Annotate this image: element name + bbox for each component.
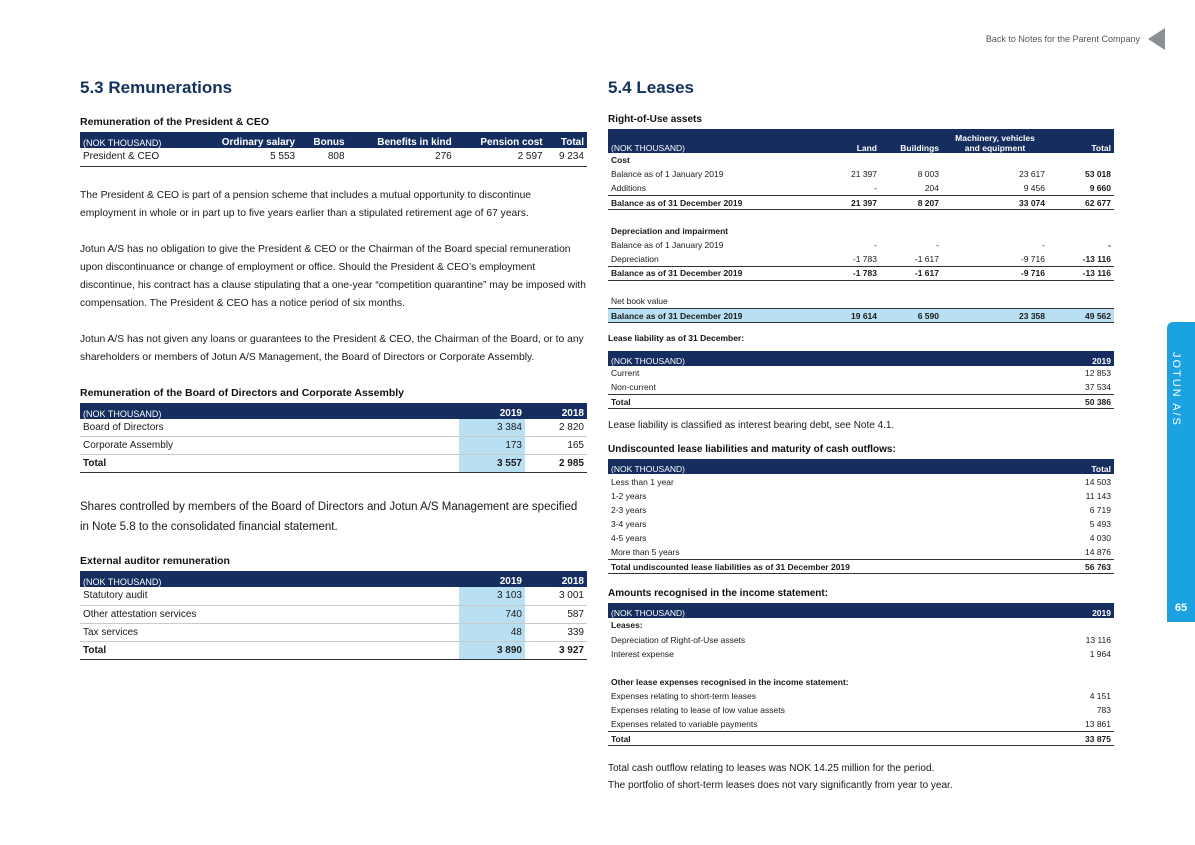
column-header: 2018 [525,571,587,587]
table-cell: 13 116 [1085,634,1111,645]
column-header: Ordinary salary [192,132,298,148]
table-cell: 23 617 [1019,169,1045,180]
column-header: 2019 [1055,603,1114,618]
table-cell: 587 [525,605,587,623]
remunerations-section [80,78,587,660]
table-cell: 9 456 [1023,183,1045,194]
column-header: Buildings [880,129,942,153]
table-cell: 3 103 [459,587,525,605]
column-header: Land [820,129,880,153]
table-cell: Other lease expenses recognised in the income statement: [611,676,849,687]
table-cell: 3 890 [459,641,525,659]
table-cell: 4 030 [1089,533,1111,544]
shares-paragraph: Shares controlled by members of the Board of Directors and Jotun A/S Management are specified in Note 5.8 to the consolidated financial statement. [80,501,578,533]
table-cell: -9 716 [1020,253,1045,264]
table-cell: Balance as of 31 December 2019 [608,309,820,323]
table-cell: 173 [459,437,525,455]
table-cell: Depreciation [611,253,659,264]
table-cell: Additions [611,183,646,194]
table-cell: Net book value [611,296,668,307]
table-row [608,517,1114,531]
table-cell: 8 207 [880,196,942,210]
table-section-row [608,675,1114,689]
table-cell: 339 [525,623,587,641]
column-header: (NOK THOUSAND) [608,459,1056,474]
column-header [942,129,1048,153]
table-cell: Expenses relating to lease of low value assets [611,705,785,716]
table-row [608,632,1114,646]
table-row [608,531,1114,545]
table-cell: 62 677 [1048,196,1114,210]
table-cell: Expenses relating to short-term leases [611,691,757,702]
table-cell: Balance as of 31 December 2019 [608,196,820,210]
column-header: 2019 [459,403,525,419]
table-cell: 165 [525,437,587,455]
table-cell: 13 861 [1085,719,1111,730]
table-cell: 276 [348,148,455,166]
table-header-row [608,129,1114,153]
table-cell: 6 719 [1089,504,1111,515]
table-row [608,366,1114,380]
column-header: Total [546,132,587,148]
table-cell: Total [608,395,969,409]
table-cell: Non-current [611,382,656,393]
table-cell: Cost [611,155,630,166]
back-arrow-icon[interactable] [1148,28,1165,50]
table-section-row [608,153,1114,167]
table-cell: 5 493 [1089,519,1111,530]
table-row [608,381,1114,395]
table-row [608,717,1114,731]
table-cell: 11 143 [1085,490,1111,501]
table-row [608,252,1114,266]
undiscounted-lease-table [608,459,1114,574]
column-header: (NOK THOUSAND) [80,132,192,148]
remunerations-title: 5.3 Remunerations [80,78,233,97]
table-cell: Total [608,732,1055,746]
table-cell: 204 [924,183,939,194]
table-cell: Total undiscounted lease liabilities as of 31 December 2019 [608,560,1056,574]
back-to-notes-link[interactable] [986,28,1165,50]
table-cell: 6 590 [880,309,942,323]
table-row [608,489,1114,503]
column-header: 2018 [525,403,587,419]
paragraph: Jotun A/S has not given any loans or guarantees to the President & CEO, the Chairman of the Board, or to any shareholders or members of Jotun A/S Management, the Board of Directors or Corporate Assembly. [80,333,584,363]
column-header: Total [1048,129,1114,153]
table-cell: 53 018 [1085,169,1111,180]
table-cell: 2-3 years [611,504,647,515]
auditor-table-heading: External auditor remuneration [80,555,230,567]
table-cell: 49 562 [1048,309,1114,323]
table-cell: Balance as of 31 December 2019 [608,266,820,280]
table-cell: Total [80,455,459,473]
table-row [608,167,1114,181]
table-cell: - [1042,240,1045,251]
lease-liability-heading: Lease liability as of 31 December: [608,333,745,344]
column-header: Benefits in kind [348,132,455,148]
table-cell: 14 503 [1085,476,1111,487]
table-cell: 3 001 [525,587,587,605]
table-cell: 8 003 [917,169,939,180]
column-header: 2019 [459,571,525,587]
table-total-row [608,560,1114,574]
column-header: (NOK THOUSAND) [608,603,1055,618]
table-cell: Corporate Assembly [80,437,459,455]
table-row [608,503,1114,517]
table-header-row [80,571,587,587]
table-cell: 4-5 years [611,533,647,544]
table-section-row [608,618,1114,632]
lease-liability-note: Lease liability is classified as interest bearing debt, see Note 4.1. [608,420,895,432]
table-header-row [80,403,587,419]
auditor-remuneration-table [80,571,587,660]
paragraph: The President & CEO is part of a pension scheme that includes a mutual opportunity to discontinue employment in whole or in part up to five years earlier than a stipulated retirement age of 67 years. [80,189,532,219]
table-cell: 9 234 [546,148,587,166]
table-cell: President & CEO [80,148,192,166]
table-total-row [608,196,1114,210]
table-cell: -1 617 [914,253,939,264]
table-cell: 33 074 [942,196,1048,210]
table-cell: 12 853 [1085,368,1111,379]
table-cell: Total [80,641,459,659]
table-row [608,689,1114,703]
table-cell: - [1108,240,1111,251]
table-cell: 14 876 [1085,547,1111,558]
table-cell: 5 553 [192,148,298,166]
table-header-row [608,459,1114,474]
table-cell: 783 [1096,705,1111,716]
table-cell: Expenses related to variable payments [611,719,758,730]
table-cell: More than 5 years [611,547,680,558]
table-row [80,605,587,623]
table-row [608,647,1114,661]
table-total-row [608,309,1114,323]
table-cell: 2 820 [525,419,587,437]
column-header: Total [1056,459,1114,474]
table-cell: 1 964 [1089,648,1111,659]
table-cell: -1 783 [820,266,880,280]
table-cell: 23 358 [942,309,1048,323]
board-table-heading: Remuneration of the Board of Directors and Corporate Assembly [80,386,404,399]
table-cell: Depreciation and impairment [611,225,729,236]
table-row [80,587,587,605]
table-total-row [608,266,1114,280]
table-cell: 4 151 [1089,691,1111,702]
brand-label: JOTUN A/S [1170,352,1182,427]
column-header: (NOK THOUSAND) [608,351,969,366]
table-row [80,623,587,641]
column-header-line: and equipment [964,143,1026,153]
table-row [608,295,1114,309]
table-cell: -9 716 [942,266,1048,280]
table-cell: - [874,183,877,194]
table-cell: 21 397 [820,196,880,210]
table-row [80,437,587,455]
table-cell: Statutory audit [80,587,459,605]
table-cell: Depreciation of Right-of-Use assets [611,634,746,645]
table-cell: 808 [298,148,347,166]
table-cell: 3-4 years [611,519,647,530]
table-header-row [608,603,1114,618]
table-row [608,238,1114,252]
table-cell: 56 763 [1056,560,1114,574]
table-row [608,703,1114,717]
table-total-row [80,641,587,659]
income-statement-heading: Amounts recognised in the income statement: [608,588,829,600]
rou-table-heading: Right-of-Use assets [608,114,702,125]
right-of-use-table [608,129,1114,323]
table-row [80,148,587,166]
table-row [608,545,1114,559]
table-row [608,474,1114,488]
footer-note: Total cash outflow relating to leases was NOK 14.25 million for the period. [608,763,935,775]
back-link-label[interactable]: Back to Notes for the Parent Company [985,34,1140,44]
table-cell: 1-2 years [611,490,647,501]
table-cell: Less than 1 year [611,476,674,487]
table-total-row [80,455,587,473]
table-cell: -13 116 [1048,266,1114,280]
table-cell: Balance as of 1 January 2019 [611,169,724,180]
undiscounted-heading: Undiscounted lease liabilities and maturity of cash outflows: [608,444,896,456]
column-header: Pension cost [455,132,546,148]
table-total-row [608,395,1114,409]
table-cell: -13 116 [1082,253,1111,264]
table-cell: 3 384 [459,419,525,437]
table-cell: Board of Directors [80,419,459,437]
table-cell: 19 614 [820,309,880,323]
footer-note: The portfolio of short-term leases does not vary significantly from year to year. [608,780,953,792]
column-header: (NOK THOUSAND) [608,129,820,153]
table-cell: Interest expense [611,648,674,659]
table-cell: 21 397 [851,169,877,180]
column-header: (NOK THOUSAND) [80,403,459,419]
table-cell: 50 386 [969,395,1114,409]
table-total-row [608,732,1114,746]
lease-liability-table [608,351,1114,409]
table-cell: 9 660 [1089,183,1111,194]
table-cell: Leases: [611,620,643,631]
table-row [608,181,1114,195]
table-cell: Tax services [80,623,459,641]
table-cell: 3 927 [525,641,587,659]
income-statement-table [608,603,1114,746]
ceo-remuneration-table [80,132,587,167]
table-cell: 2 985 [525,455,587,473]
table-cell: 33 875 [1055,732,1114,746]
table-cell: Current [611,368,640,379]
column-header: 2019 [969,351,1114,366]
table-cell: Other attestation services [80,605,459,623]
table-cell: - [874,240,877,251]
ceo-table-heading: Remuneration of the President & CEO [80,116,270,128]
table-section-row [608,224,1114,238]
table-cell: -1 617 [880,266,942,280]
table-header-row [608,351,1114,366]
leases-title: 5.4 Leases [608,78,695,97]
page-number: 65 [1174,602,1188,614]
table-cell: -1 783 [852,253,877,264]
table-cell: 3 557 [459,455,525,473]
table-header-row [80,132,587,148]
table-cell: 37 534 [1085,382,1111,393]
leases-section [608,78,1114,794]
column-header: Bonus [298,132,347,148]
table-cell: 2 597 [455,148,546,166]
table-cell: Balance as of 1 January 2019 [611,240,724,251]
table-row [80,419,587,437]
paragraph: Jotun A/S has no obligation to give the President & CEO or the Chairman of the Board special remuneration upon discontinuance or change of employment or office. Should the President & CEO’s employment discontinue, his contract has a clause stipulating that a one-year “competition quarantine” may be imposed with compensation. The President & CEO has a notice period of six months. [80,243,586,309]
column-header-line: Machinery, vehicles [955,133,1035,143]
column-header: (NOK THOUSAND) [80,571,459,587]
table-cell: 48 [459,623,525,641]
table-cell: 740 [459,605,525,623]
board-remuneration-table [80,403,587,474]
side-tab [1167,322,1195,622]
table-cell: - [936,240,939,251]
